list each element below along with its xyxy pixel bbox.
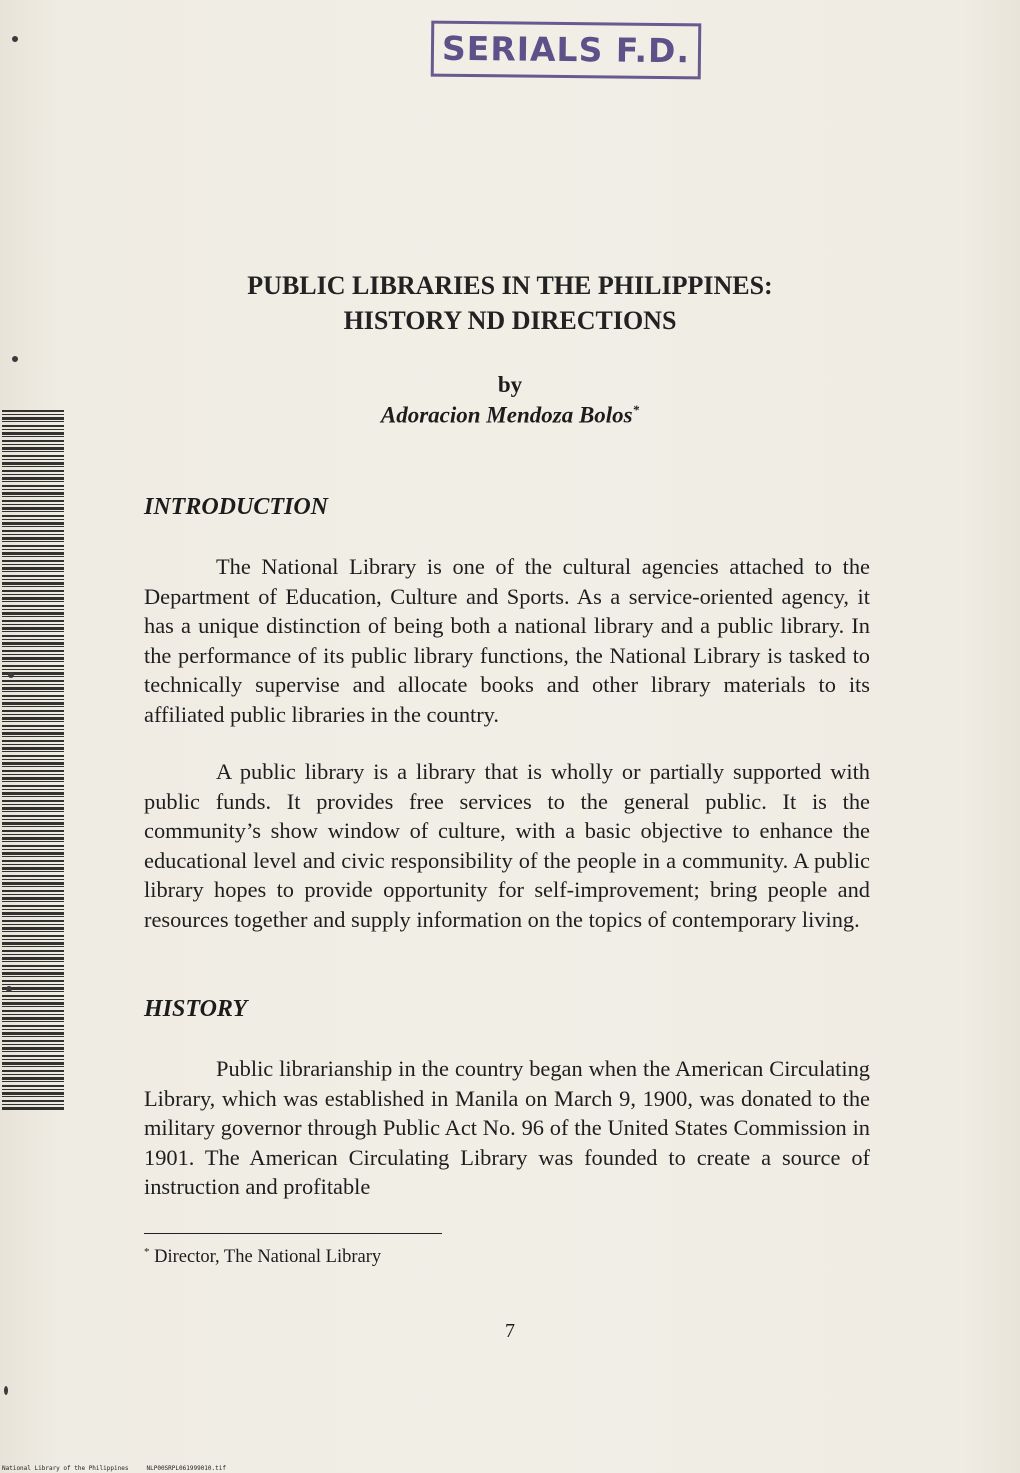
author-name <box>100 402 920 429</box>
scan-credit-institution: National Library of the Philippines <box>2 1465 129 1472</box>
article-title-line-2: HISTORY ND DIRECTIONS <box>343 306 677 335</box>
binding-hole-mark <box>8 672 14 678</box>
scan-credit <box>2 1465 226 1472</box>
paragraph-history-1: Public librarianship in the country began when the American Circulating Library, which was established in Manila on March 9, 1900, was donated to the military governor through Public Act No. 96 of the United States Commission in 1901. The American Circulating Library was founded to create a source of instruction and profitable <box>144 1056 870 1200</box>
footnote <box>144 1246 381 1268</box>
binding-hole-mark <box>12 36 18 42</box>
footnote-divider <box>144 1233 442 1234</box>
footnote-text: Director, The National Library <box>154 1247 382 1268</box>
author-footnote-marker: * <box>632 402 640 417</box>
binding-hole-mark <box>6 986 12 992</box>
barcode-strip <box>2 410 64 1110</box>
scan-credit-filename: NLP00SRPL061999010.tif <box>146 1465 226 1472</box>
author-name-text: Adoracion Mendoza Bolos <box>380 402 633 428</box>
serials-stamp: SERIALS F.D. <box>431 21 702 80</box>
paragraph-introduction-1: The National Library is one of the cultural agencies attached to the Department of Education, Culture and Sports. As a service-oriented agency, it has a unique distinction of being both a national library and a public library. In the performance of its public library functions, the National Library is tasked to technically supervise and allocate books and other library materials to its affiliated public libraries in the country. <box>144 554 870 727</box>
footnote-marker: * <box>144 1246 150 1258</box>
section-heading-history: HISTORY <box>144 996 248 1022</box>
binding-hole-mark <box>12 356 18 362</box>
section-heading-introduction: INTRODUCTION <box>144 494 329 520</box>
article-title-line-1: PUBLIC LIBRARIES IN THE PHILIPPINES: <box>247 271 773 300</box>
binding-hole-mark <box>4 1386 8 1395</box>
byline-by: by <box>497 372 523 397</box>
paragraph-introduction-2: A public library is a library that is wholly or partially supported with public funds. It provides free services to the general public. It is the community’s show window of culture, with a basic objective to enhance the educational level and civic responsibility of the people in a community. A public library hopes to provide opportunity for self-improvement; bring people and resources together and supply information on the topics of contemporary living. <box>144 759 870 932</box>
page-number: 7 <box>505 1320 515 1342</box>
